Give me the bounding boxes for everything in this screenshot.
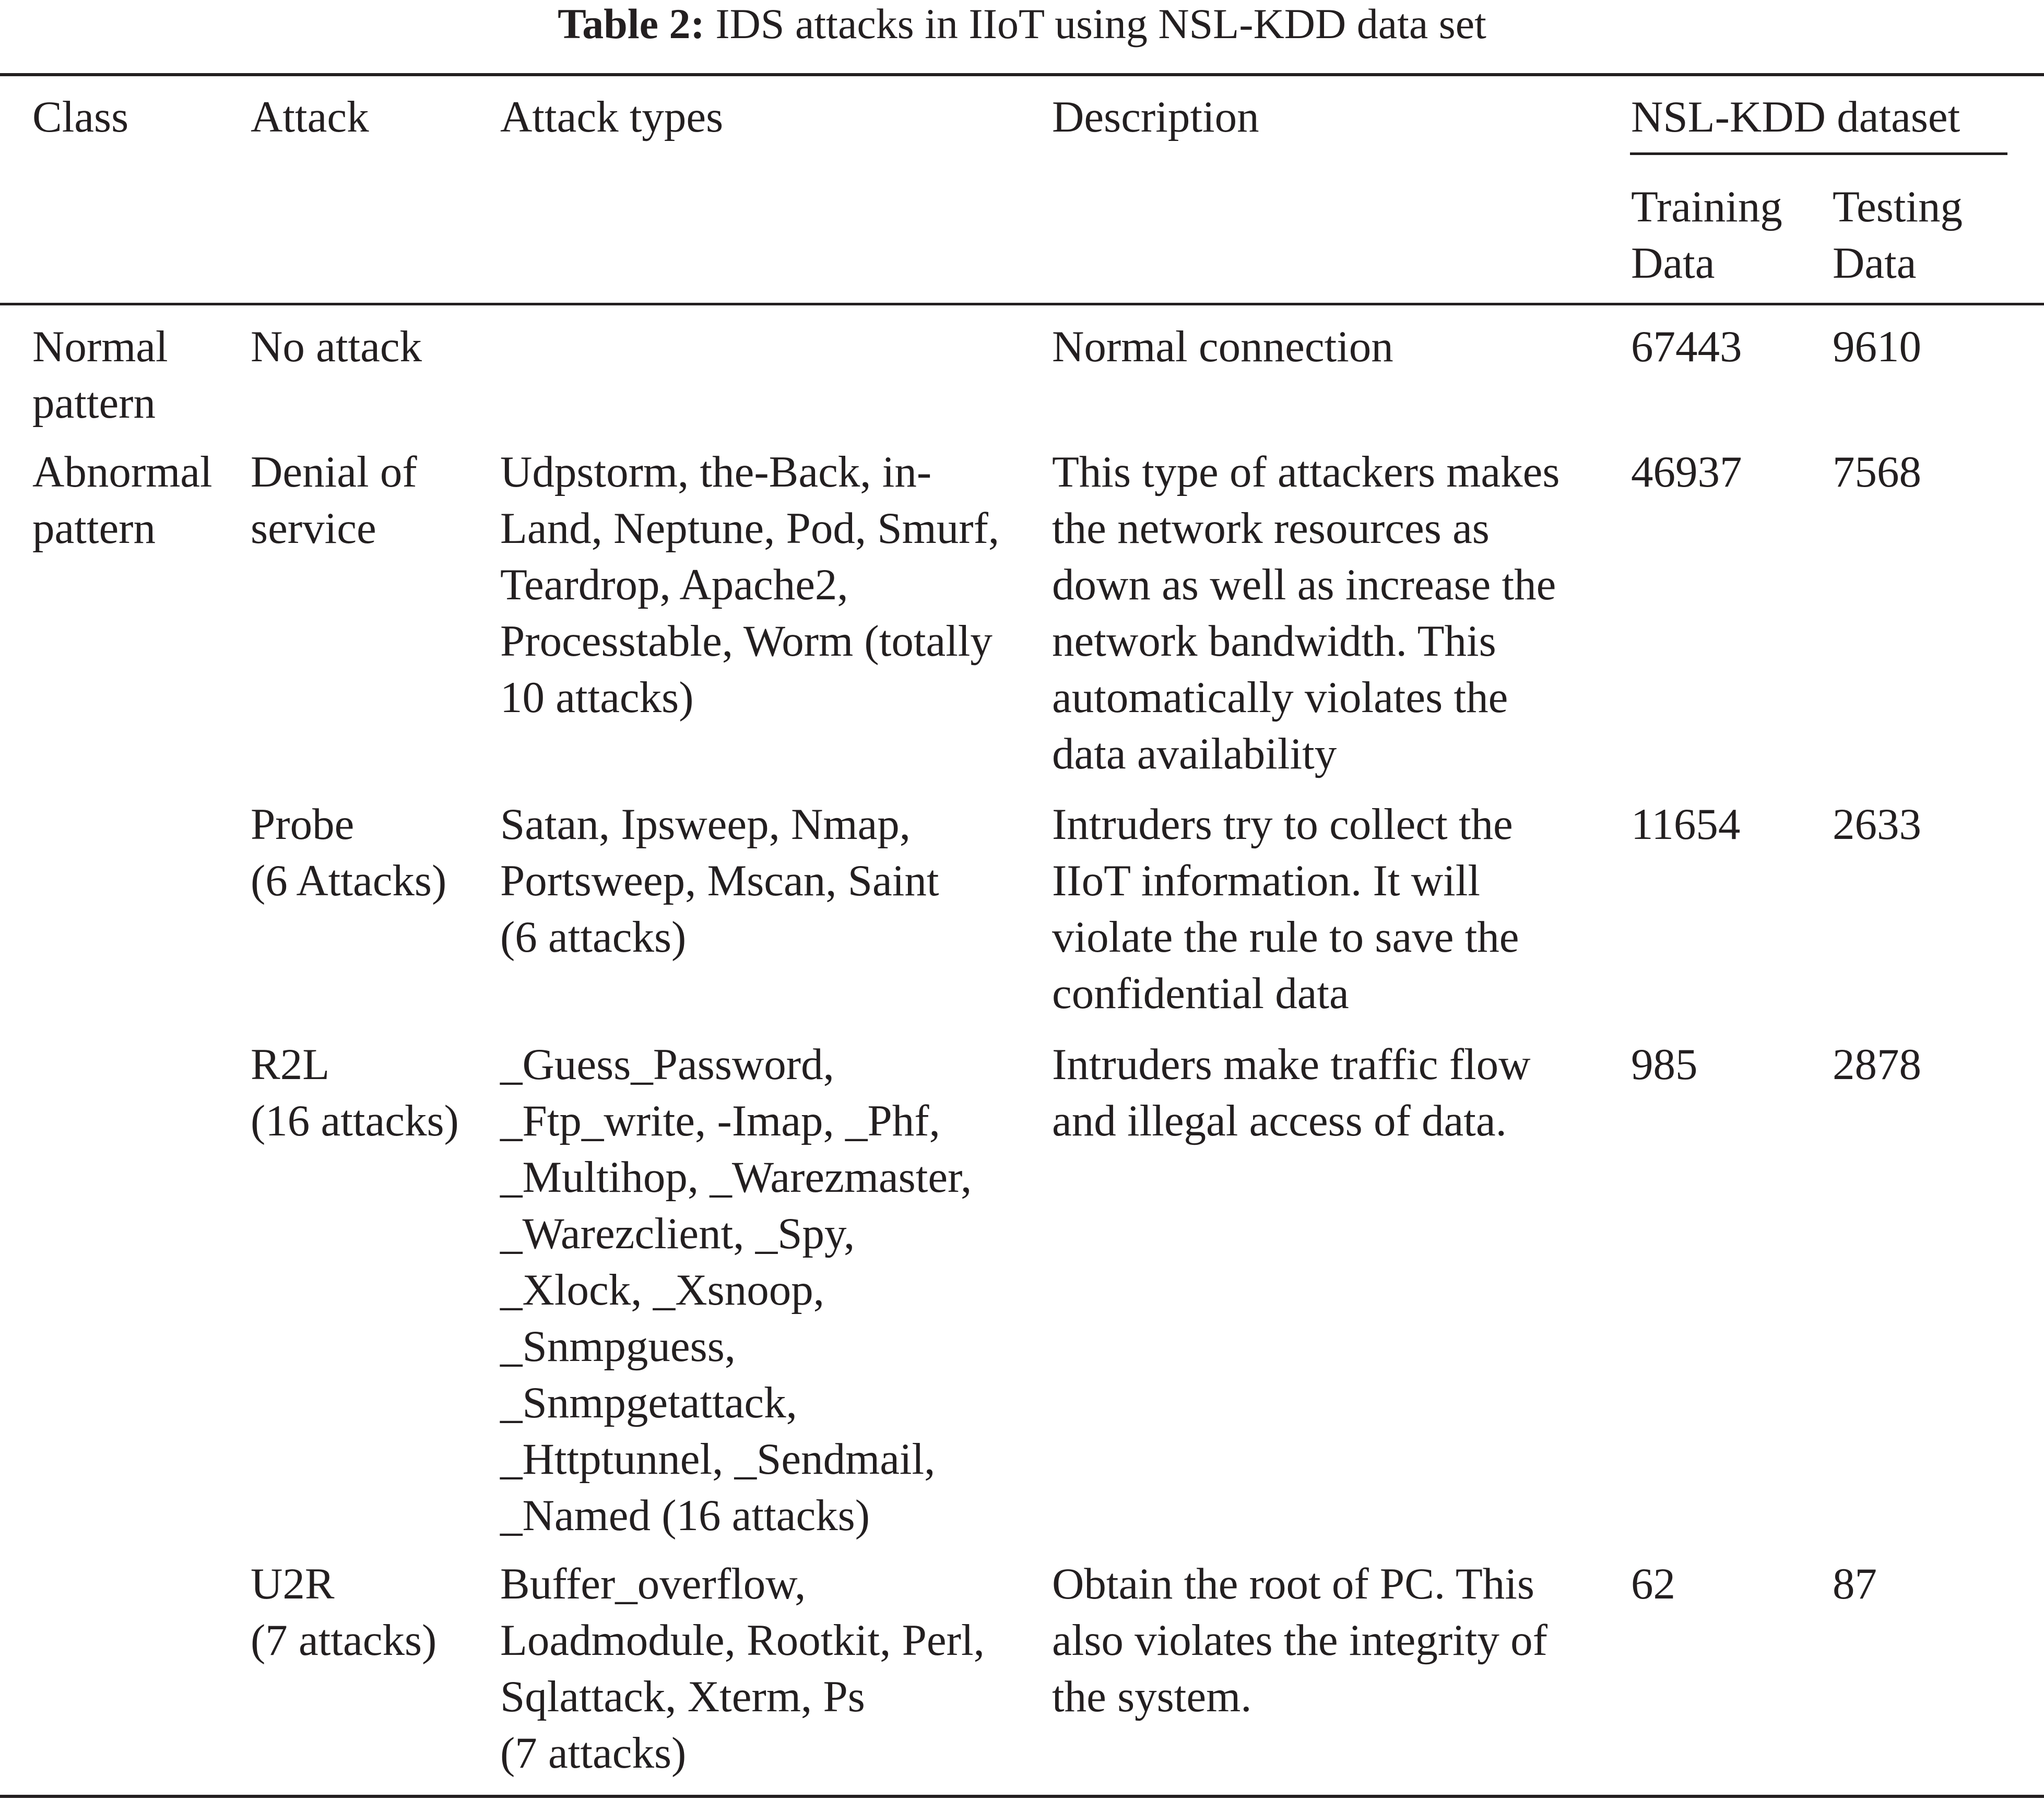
header-description: Description (1052, 92, 1259, 141)
header-rule (0, 303, 2044, 305)
row-r2l-attack-types: _Guess_Password, _Ftp_write, -Imap, _Phf, _Multihop, _Warezmaster, _Warezclient, _Spy, _Xlock, _Xsnoop, _Snmpguess, _Snmpgetattack, _Httptunnel, _Sendmail, _Named (16 attacks) (500, 1040, 972, 1540)
header-attack-types: Attack types (500, 92, 724, 141)
row-probe-attack: Probe (6 Attacks) (251, 800, 447, 905)
row-dos-class: Abnormal pattern (32, 447, 212, 553)
group-rule (1630, 152, 2007, 155)
row-normal-training: 67443 (1631, 322, 1742, 371)
caption-label: Table 2: (558, 0, 705, 48)
row-dos-attack-types: Udpstorm, the-Back, in- Land, Neptune, Pod, Smurf, Teardrop, Apache2, Processtable, Worm (totally 10 attacks) (500, 447, 1000, 722)
row-dos-training: 46937 (1631, 447, 1742, 496)
header-class: Class (32, 92, 129, 141)
row-u2r-testing: 87 (1833, 1559, 1877, 1608)
top-rule (0, 73, 2044, 76)
table-caption (0, 0, 2044, 48)
row-probe-testing: 2633 (1833, 800, 1921, 849)
header-attack: Attack (251, 92, 369, 141)
row-dos-description: This type of attackers makes the network resources as down as well as increase the network bandwidth. This automatically violates the data availability (1052, 447, 1560, 778)
row-u2r-description: Obtain the root of PC. This also violates the integrity of the system. (1052, 1559, 1547, 1721)
header-training-data: Training Data (1631, 182, 1782, 288)
row-dos-testing: 7568 (1833, 447, 1921, 496)
row-r2l-training: 985 (1631, 1040, 1698, 1089)
row-r2l-testing: 2878 (1833, 1040, 1921, 1089)
row-r2l-attack: R2L (16 attacks) (251, 1040, 459, 1145)
row-u2r-attack-types: Buffer_overflow, Loadmodule, Rootkit, Perl, Sqlattack, Xterm, Ps (7 attacks) (500, 1559, 985, 1778)
row-u2r-attack: U2R (7 attacks) (251, 1559, 437, 1665)
row-probe-attack-types: Satan, Ipsweep, Nmap, Portsweep, Mscan, Saint (6 attacks) (500, 800, 939, 962)
caption-text: IDS attacks in IIoT using NSL-KDD data set (715, 0, 1486, 48)
row-dos-attack: Denial of service (251, 447, 417, 553)
row-probe-description: Intruders try to collect the IIoT information. It will violate the rule to save the confidential data (1052, 800, 1519, 1018)
row-normal-attack: No attack (251, 322, 422, 371)
header-group-nsl-kdd: NSL-KDD dataset (1631, 92, 1960, 141)
bottom-rule (0, 1795, 2044, 1798)
header-testing-data: Testing Data (1833, 182, 1963, 288)
row-probe-training: 11654 (1631, 800, 1741, 849)
row-normal-testing: 9610 (1833, 322, 1921, 371)
row-u2r-training: 62 (1631, 1559, 1675, 1608)
row-normal-description: Normal connection (1052, 322, 1393, 371)
row-normal-class: Normal pattern (32, 322, 168, 428)
row-r2l-description: Intruders make traffic flow and illegal access of data. (1052, 1040, 1531, 1145)
